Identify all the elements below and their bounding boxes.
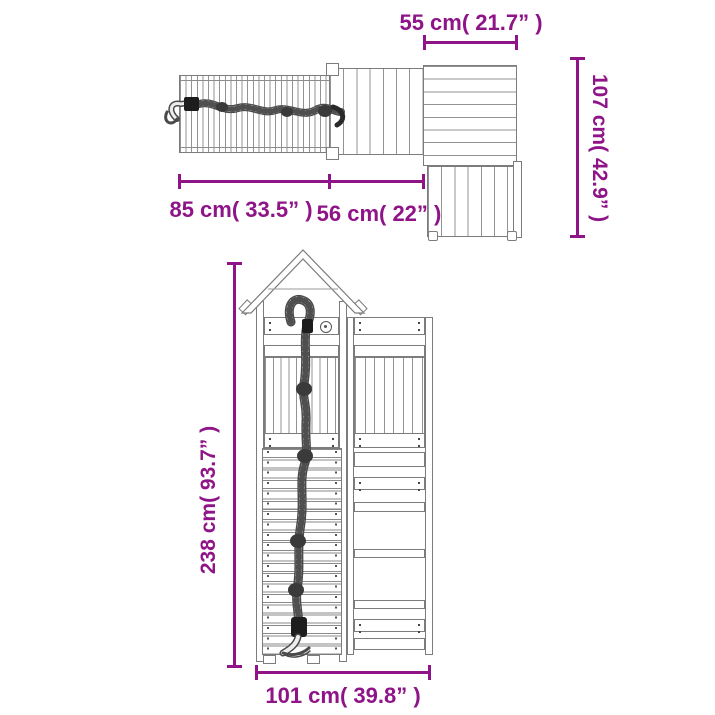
climbing-rope [283,299,313,657]
dim-label-side-depth: 107 cm( 42.9” ) [588,73,611,223]
dim-line-tower-height [233,263,236,668]
dim-tick [422,174,425,189]
dim-label-tower-height: 238 cm( 93.7” ) [197,425,220,575]
dim-tick [423,35,426,50]
dim-tick [178,174,181,189]
dim-tick [515,35,518,50]
dim-tick [255,665,258,680]
dim-tick [570,235,585,238]
dim-line-top-width [424,41,517,44]
rope-top-view [166,97,343,125]
dim-label-walkway-length: 56 cm( 22” ) [316,201,442,226]
dim-line-bridge-walkway [179,180,425,183]
dim-label-top-width: 55 cm( 21.7” ) [399,10,543,35]
dim-tick [227,262,242,265]
dim-tick [428,665,431,680]
dim-line-side-depth [576,58,579,238]
rope-clamp-front-view [302,319,313,333]
dim-tick [227,665,242,668]
dim-line-base-width [256,671,430,674]
dim-tick [570,57,585,60]
rope-clamp-top-view [184,97,199,111]
dim-label-bridge-length: 85 cm( 33.5” ) [169,197,313,222]
dim-tick [328,174,331,189]
dim-label-base-width: 101 cm( 39.8” ) [265,683,421,708]
